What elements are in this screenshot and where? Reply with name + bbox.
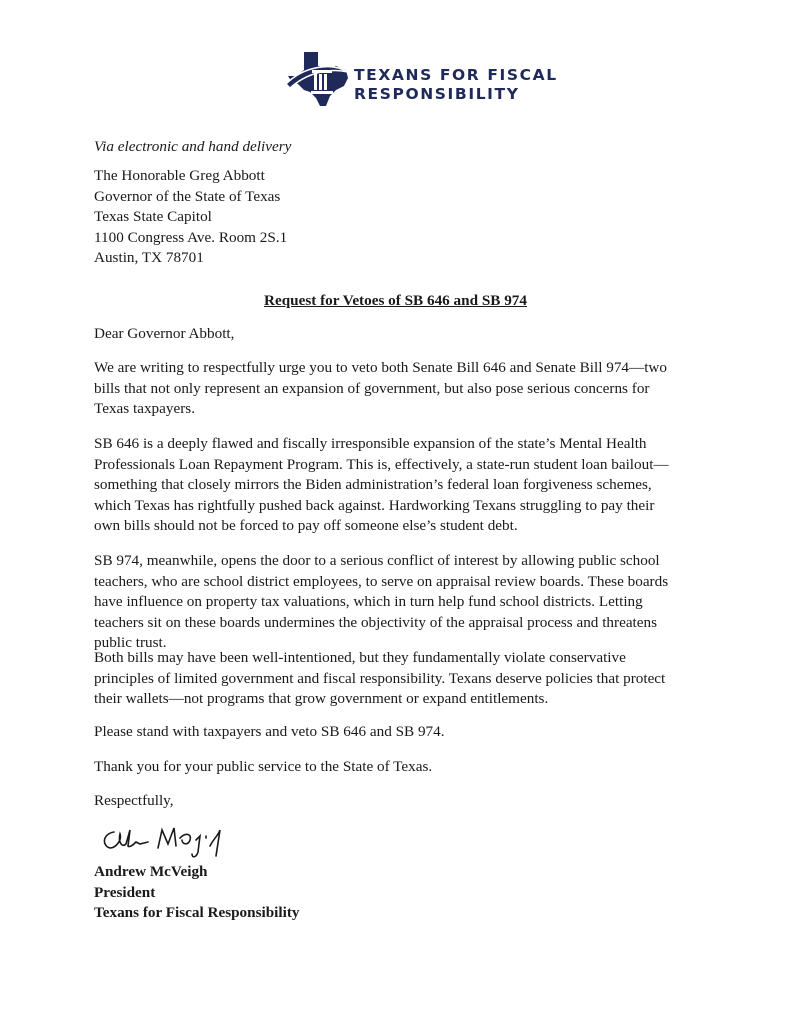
text-line: Thank you for your public service to the State of Texas. bbox=[94, 758, 433, 775]
recipient-building: Texas State Capitol bbox=[94, 208, 212, 226]
signer-organization: Texans for Fiscal Responsibility bbox=[94, 904, 300, 922]
text-line: Both bills may have been well-intentioned, but they fundamentally violate conservative bbox=[94, 649, 626, 666]
recipient-address bbox=[94, 166, 714, 269]
org-name-line2: RESPONSIBILITY bbox=[354, 85, 520, 103]
handwritten-signature-icon bbox=[96, 818, 256, 864]
text-line: Professionals Loan Repayment Program. This is, effectively, a state-run student loan bailout— bbox=[94, 455, 669, 473]
recipient-street: 1100 Congress Ave. Room 2S.1 bbox=[94, 228, 288, 246]
organization-name bbox=[354, 66, 558, 104]
recipient-title: Governor of the State of Texas bbox=[94, 187, 281, 205]
text-line: teachers sit on these boards undermines the objectivity of the appraisal process and threatens bbox=[94, 613, 658, 631]
text-line: own bills should not be forced to pay off someone else’s student debt. bbox=[94, 517, 518, 535]
texas-capitol-column-logo-icon bbox=[284, 46, 356, 110]
body-paragraph bbox=[94, 551, 714, 654]
text-line: teachers, who are school district employees, to serve on appraisal review boards. These boards bbox=[94, 572, 669, 590]
letterhead bbox=[284, 46, 558, 110]
letter-subject: Request for Vetoes of SB 646 and SB 974 bbox=[264, 292, 527, 309]
recipient-city: Austin, TX 78701 bbox=[94, 249, 204, 267]
body-paragraph bbox=[94, 648, 714, 710]
text-line: something that closely mirrors the Biden administration’s federal loan forgiveness schemes, bbox=[94, 476, 652, 494]
text-line: their wallets—not programs that grow government or expand entitlements. bbox=[94, 690, 549, 708]
text-line: bills that not only represent an expansion of government, but also pose serious concerns for bbox=[94, 379, 650, 397]
signer-name: Andrew McVeigh bbox=[94, 863, 208, 880]
text-line: principles of limited government and fiscal responsibility. Texans deserve policies that protect bbox=[94, 669, 666, 687]
recipient-name: The Honorable Greg Abbott bbox=[94, 167, 265, 184]
text-line: public trust. bbox=[94, 634, 167, 652]
body-paragraph bbox=[94, 434, 714, 537]
text-line: SB 974, meanwhile, opens the door to a serious conflict of interest by allowing public school bbox=[94, 552, 660, 569]
text-line: Please stand with taxpayers and veto SB 646 and SB 974. bbox=[94, 723, 445, 740]
text-line: SB 646 is a deeply flawed and fiscally irresponsible expansion of the state’s Mental Health bbox=[94, 435, 647, 452]
closing: Respectfully, bbox=[94, 792, 174, 809]
text-line: which Texas has rightfully pushed back against. Hardworking Texans struggling to pay their bbox=[94, 496, 655, 514]
body-paragraph bbox=[94, 722, 714, 743]
text-line: have influence on property tax valuations, which in turn help fund school districts. Letting bbox=[94, 593, 643, 611]
delivery-note: Via electronic and hand delivery bbox=[94, 138, 292, 155]
text-line: Texas taxpayers. bbox=[94, 400, 195, 418]
salutation: Dear Governor Abbott, bbox=[94, 325, 235, 342]
signature-block bbox=[94, 862, 714, 924]
body-paragraph bbox=[94, 757, 714, 778]
text-line: We are writing to respectfully urge you to veto both Senate Bill 646 and Senate Bill 974—two bbox=[94, 359, 667, 376]
body-paragraph bbox=[94, 358, 714, 420]
org-name-line1: TEXANS FOR FISCAL bbox=[354, 66, 558, 84]
signer-title: President bbox=[94, 883, 156, 901]
